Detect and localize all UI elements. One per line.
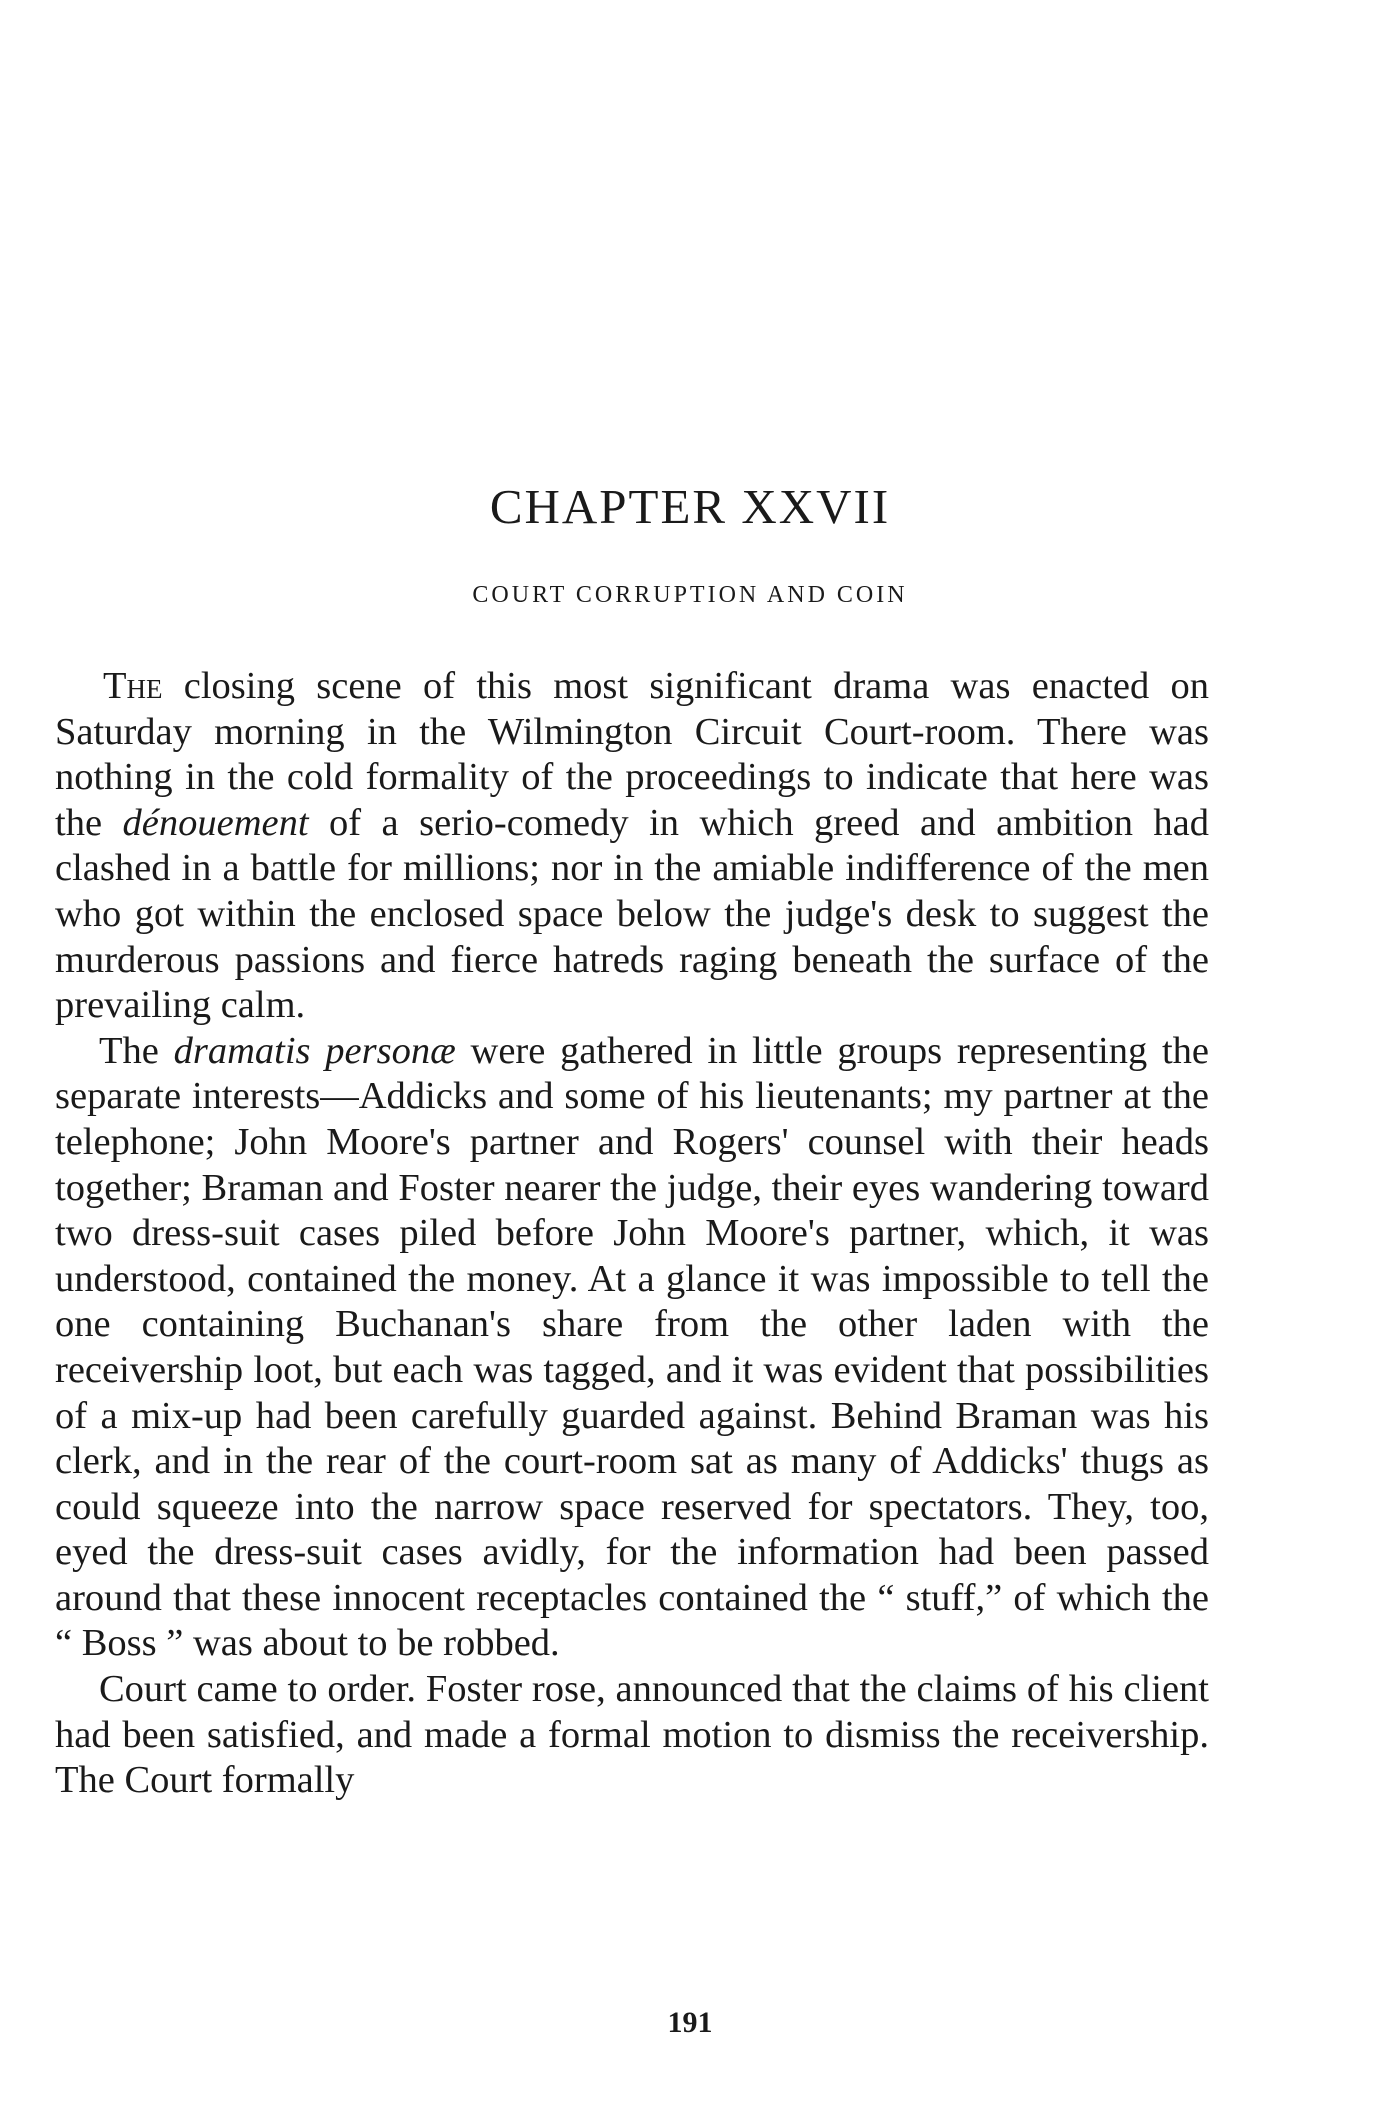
paragraph-1-lead: The	[103, 665, 163, 707]
chapter-subtitle: COURT CORRUPTION AND COIN	[472, 582, 908, 608]
paragraph-3-text-1: Court came to order. Foster rose, announced that the claims of his client had been satisfied, and made a formal motion to dismiss the receivership. The Court formally	[55, 1668, 1209, 1802]
paragraph-1-italic: dénouement	[122, 801, 309, 844]
paragraph-2-italic: dramatis personæ	[173, 1029, 456, 1072]
paragraph-2-text-2: were gathered in little groups representing the separate interests—Addicks and some of his lieutenants; my partner at the telephone; John Moore's partner and Rogers' counsel with their heads together; Braman and Foster nearer the judge, their eyes wandering toward two dress-suit cases piled before John Moore's partner, which, it was understood, contained the money. At a glance it was impossible to tell the one containing Buchanan's share from the other laden with the receivership loot, but each was tagged, and it was evident that possibilities of a mix-up had been carefully guarded against. Behind Braman was his clerk, and in the rear of the court-room sat as many of Addicks' thugs as could squeeze into the narrow space reserved for spectators. They, too, eyed the dress-suit cases avidly, for the information had been passed around that these innocent receptacles contained the “ stuff,” of which the “ Boss ” was about to be robbed.	[55, 1029, 1209, 1665]
body-text	[55, 664, 1209, 1804]
paragraph-2	[55, 1029, 1209, 1667]
paragraph-2-text-1: The	[99, 1029, 174, 1072]
paragraph-1	[55, 664, 1209, 1029]
paragraph-1-text-2: of a serio-comedy in which greed and ambition had clashed in a battle for millions; nor in the amiable indifference of the men who got within the enclosed space below the judge's desk to suggest the murderous passions and fierce hatreds raging beneath the surface of the prevailing calm.	[55, 801, 1209, 1027]
paragraph-1-text-1: closing scene of this most significant drama was enacted on Saturday morning in the Wilmington Circuit Court-room. There was nothing in the cold formality of the proceedings to indicate that here was the	[55, 665, 1209, 844]
page-number: 191	[667, 2006, 713, 2039]
paragraph-3	[55, 1667, 1209, 1804]
chapter-title: CHAPTER XXVII	[489, 479, 891, 534]
